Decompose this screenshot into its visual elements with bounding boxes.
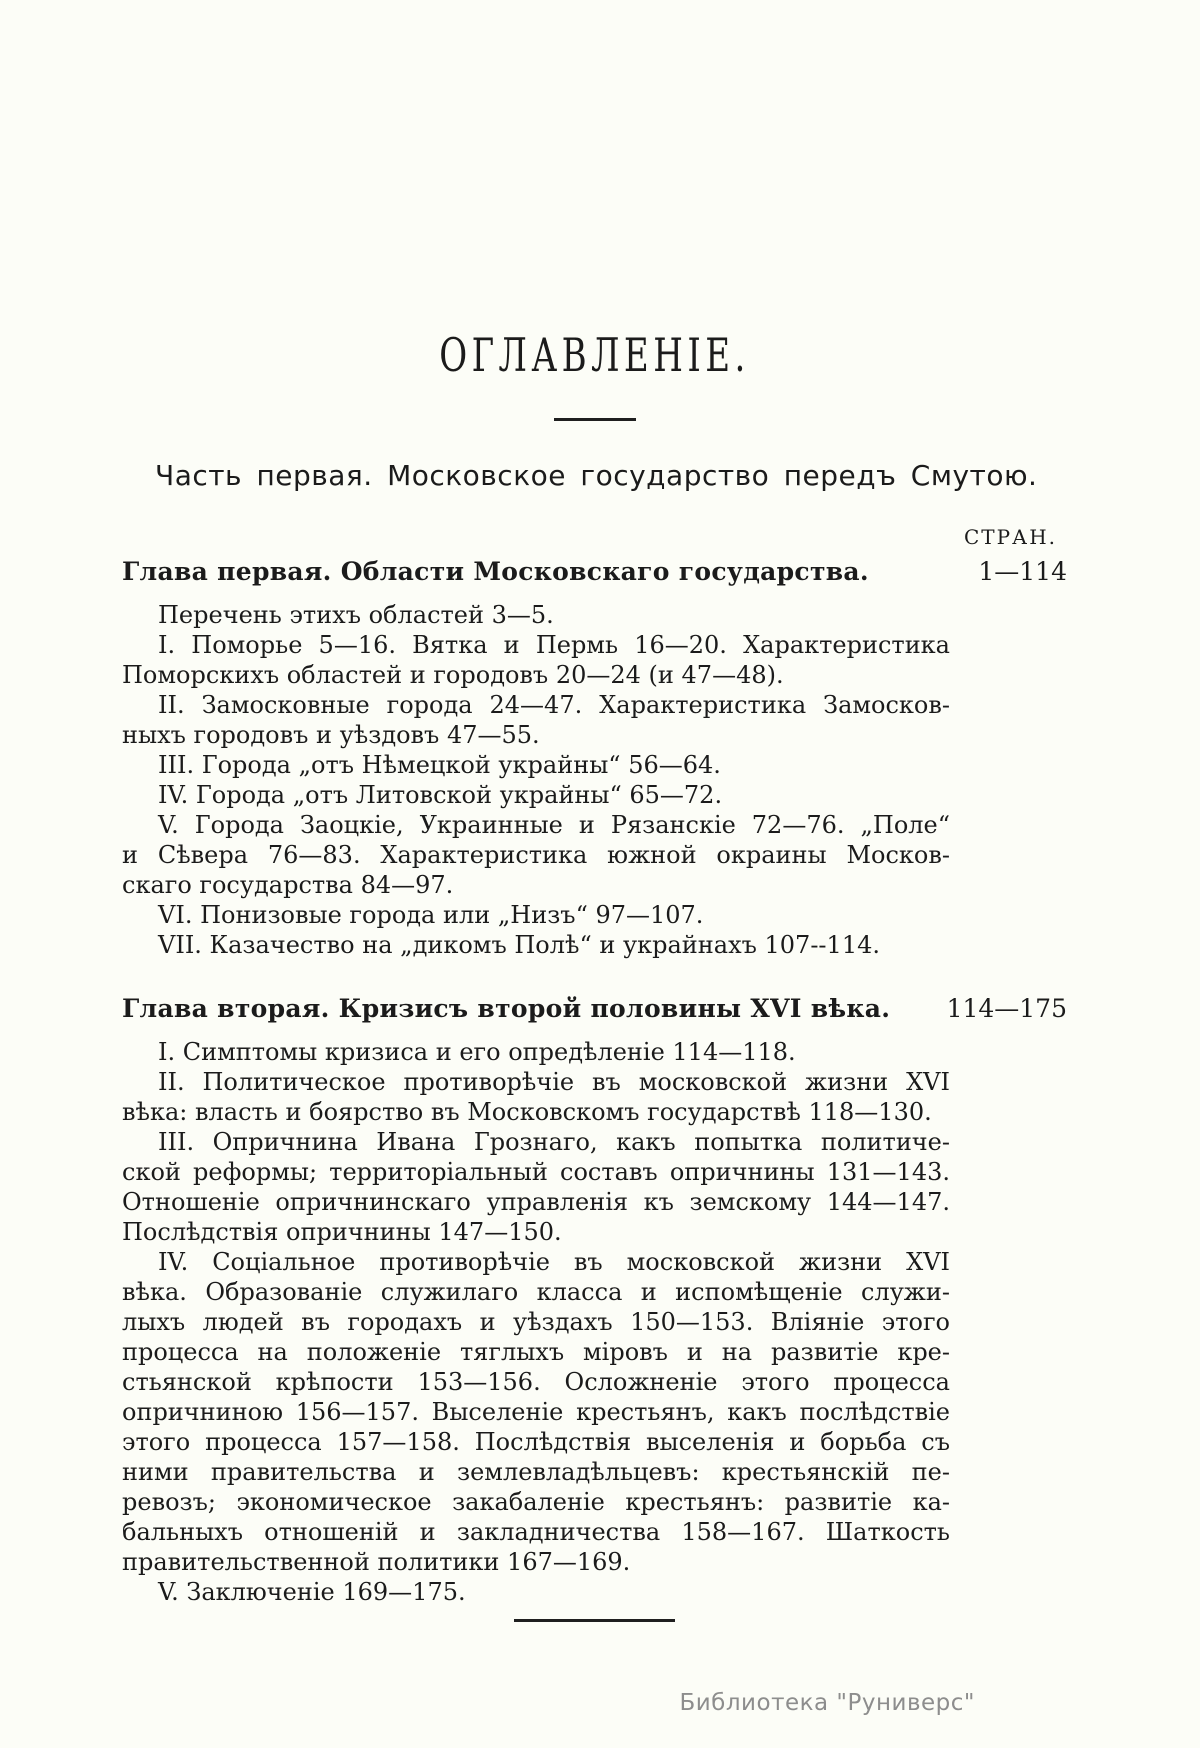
toc-line: IV. Города „отъ Литовской украйны“ 65—72. xyxy=(158,780,723,809)
chapter-body xyxy=(122,1037,950,1607)
toc-line: вѣка: власть и боярство въ Московскомъ государствѣ 118—130. xyxy=(122,1097,932,1126)
toc-line: Перечень этихъ областей 3—5. xyxy=(158,600,554,629)
chapter-heading: Глава вторая. Кризисъ второй половины XVI вѣка. xyxy=(122,993,891,1023)
toc-line: правительственной политики 167—169. xyxy=(122,1547,631,1576)
toc-line: I. Симптомы кризиса и его опредѣленіе 114—118. xyxy=(158,1037,796,1066)
toc-line: VI. Понизовые города или „Низъ“ 97—107. xyxy=(158,900,704,929)
chapter-body xyxy=(122,600,950,960)
toc-line: II. Замосковные города 24—47. Характеристика Замосков- xyxy=(158,690,950,719)
toc-line: ныхъ городовъ и уѣздовъ 47—55. xyxy=(122,720,540,749)
toc-line: ними правительства и землевладѣльцевъ: крестьянскій пе- xyxy=(122,1457,950,1486)
toc-line: лыхъ людей въ городахъ и уѣздахъ 150—153. Вліяніе этого xyxy=(122,1307,950,1336)
toc-line: ревозъ; экономическое закабаленіе крестьянъ: развитіе ка- xyxy=(122,1487,950,1516)
chapter-page-range: 1—114 xyxy=(978,556,1067,586)
toc-line: III. Опричнина Ивана Грознаго, какъ попытка политиче- xyxy=(158,1127,950,1156)
toc-line: II. Политическое противорѣчіе въ московской жизни XVI xyxy=(158,1067,950,1096)
toc-line: этого процесса 157—158. Послѣдствія выселенія и борьба съ xyxy=(122,1427,950,1456)
toc-line: вѣка. Образованіе служилаго класса и испомѣщеніе служи- xyxy=(122,1277,950,1306)
toc-line: ской реформы; территоріальный составъ опричнины 131—143. xyxy=(122,1157,950,1186)
toc-line: III. Города „отъ Нѣмецкой украйны“ 56—64. xyxy=(158,750,721,779)
chapter-heading-row xyxy=(122,557,1067,587)
toc-line: опричниною 156—157. Выселеніе крестьянъ, какъ послѣдствіе xyxy=(122,1397,950,1426)
toc-line: V. Заключеніе 169—175. xyxy=(158,1577,466,1606)
toc-line: V. Города Заоцкіе, Украинные и Рязанскіе 72—76. „Поле“ xyxy=(158,810,950,839)
watermark: Библиотека "Руниверс" xyxy=(679,1690,975,1716)
chapter-heading: Глава первая. Области Московскаго государства. xyxy=(122,556,869,586)
toc-line: Поморскихъ областей и городовъ 20—24 (и 47—48). xyxy=(122,660,784,689)
book-page xyxy=(122,0,1067,1622)
chapter-heading-row xyxy=(122,994,1067,1024)
toc-line: Послѣдствія опричнины 147—150. xyxy=(122,1217,562,1246)
toc-line: Отношеніе опричнинскаго управленія къ земскому 144—147. xyxy=(122,1187,950,1216)
end-divider xyxy=(514,1619,675,1622)
toc-line: бальныхъ отношеній и закладничества 158—167. Шаткость xyxy=(122,1517,950,1546)
chapter-page-range: 114—175 xyxy=(946,993,1067,1023)
toc-line: I. Поморье 5—16. Вятка и Пермь 16—20. Характеристика xyxy=(158,630,950,659)
toc-line: скаго государства 84—97. xyxy=(122,870,454,899)
title-divider xyxy=(554,418,636,421)
toc-line: процесса на положеніе тяглыхъ міровъ и на развитіе кре- xyxy=(122,1337,950,1366)
chapters-list xyxy=(122,557,1067,1607)
chapter-2 xyxy=(122,994,1067,1607)
toc-line: VII. Казачество на „дикомъ Полѣ“ и украйнахъ 107--114. xyxy=(158,930,880,959)
part-heading: Часть первая. Московское государство передъ Смутою. xyxy=(155,459,1038,492)
page-title: ОГЛАВЛЕНІЕ. xyxy=(439,328,750,382)
toc-line: и Сѣвера 76—83. Характеристика южной окраины Москов- xyxy=(122,840,950,869)
chapter-1 xyxy=(122,557,1067,960)
page-column-header: СТРАН. xyxy=(963,524,1057,549)
toc-line: IV. Соціальное противорѣчіе въ московской жизни XVI xyxy=(158,1247,950,1276)
toc-line: стьянской крѣпости 153—156. Осложненіе этого процесса xyxy=(122,1367,950,1396)
